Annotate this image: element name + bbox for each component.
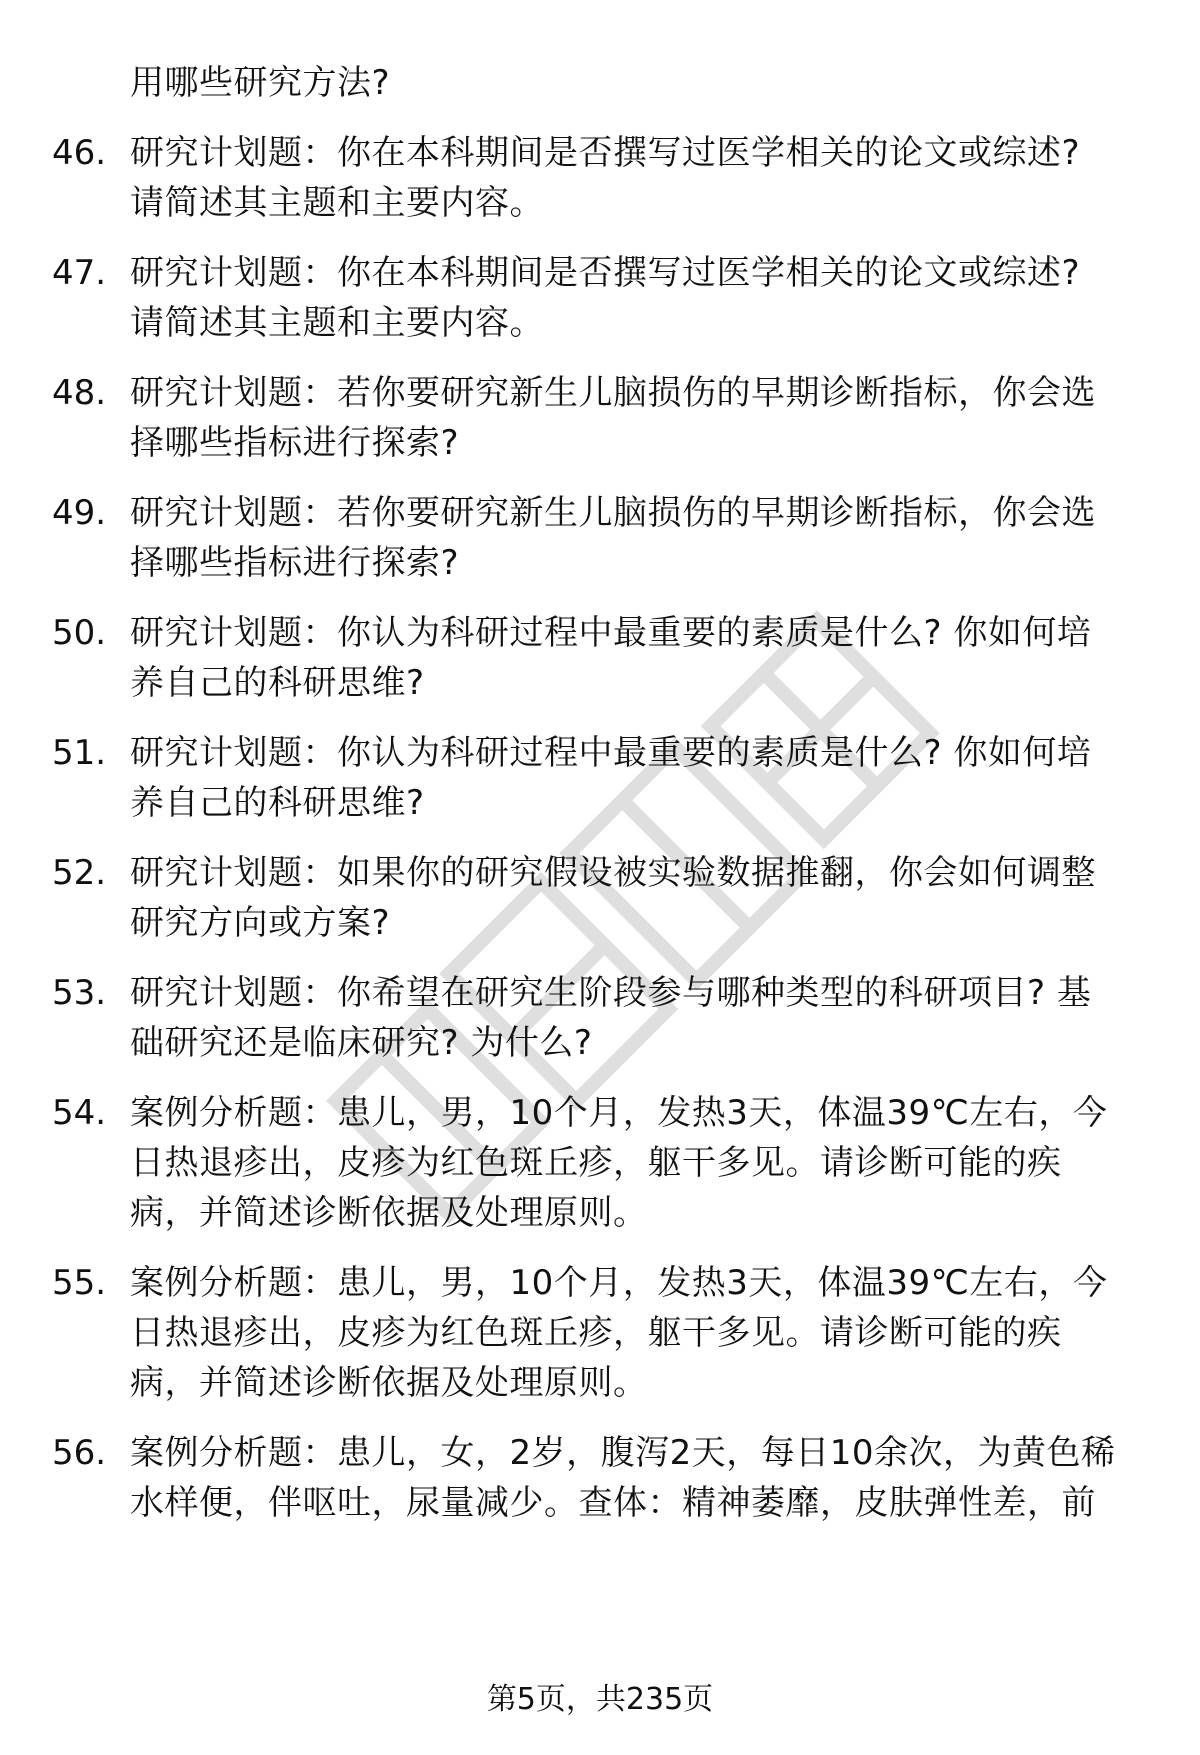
question-text-line: 养自己的科研思维? [130, 783, 425, 823]
question-number: 55. [52, 1263, 107, 1303]
question-text-line: 础研究还是临床研究? 为什么? [130, 1023, 593, 1063]
question-text-line: 研究计划题：你认为科研过程中最重要的素质是什么? 你如何培 [130, 733, 1092, 773]
question-text-line: 水样便，伴呕吐，尿量减少。查体：精神萎靡，皮肤弹性差，前 [130, 1483, 1096, 1523]
question-number: 54. [52, 1093, 107, 1133]
question-text-line: 研究计划题：若你要研究新生儿脑损伤的早期诊断指标，你会选 [130, 493, 1096, 533]
question-text-line: 研究计划题：你希望在研究生阶段参与哪种类型的科研项目? 基 [130, 973, 1092, 1013]
question-number: 51. [52, 733, 107, 773]
question-text-line: 病，并简述诊断依据及处理原则。 [130, 1363, 648, 1403]
continuation-line: 用哪些研究方法? [130, 63, 391, 103]
question-number: 46. [52, 133, 107, 173]
question-text-line: 案例分析题：患儿，男，10个月，发热3天，体温39℃左右，今 [130, 1263, 1108, 1303]
question-number: 56. [52, 1433, 107, 1473]
question-text-line: 案例分析题：患儿，女，2岁，腹泻2天，每日10余次，为黄色稀 [130, 1433, 1116, 1473]
question-text [130, 1428, 1150, 1528]
question-text [130, 1088, 1150, 1238]
question-number: 53. [52, 973, 107, 1013]
question-number: 48. [52, 373, 107, 413]
question-number: 50. [52, 613, 107, 653]
question-text-line: 择哪些指标进行探索? [130, 543, 460, 583]
question-text-line: 研究计划题：你认为科研过程中最重要的素质是什么? 你如何培 [130, 613, 1092, 653]
question-text [130, 248, 1150, 348]
question-text [130, 608, 1150, 708]
page-footer: 第5页，共235页 [486, 1682, 714, 1717]
question-text-line: 研究方向或方案? [130, 903, 391, 943]
question-text [130, 128, 1150, 228]
question-text [130, 1258, 1150, 1408]
question-text-line: 请简述其主题和主要内容。 [130, 303, 544, 343]
question-text-line: 日热退疹出，皮疹为红色斑丘疹，躯干多见。请诊断可能的疾 [130, 1313, 1062, 1353]
question-text [130, 368, 1150, 468]
question-number: 52. [52, 853, 107, 893]
question-text-line: 研究计划题：你在本科期间是否撰写过医学相关的论文或综述? [130, 253, 1081, 293]
question-text-line: 研究计划题：若你要研究新生儿脑损伤的早期诊断指标，你会选 [130, 373, 1096, 413]
question-text [130, 488, 1150, 588]
question-text-line: 研究计划题：你在本科期间是否撰写过医学相关的论文或综述? [130, 133, 1081, 173]
question-text [130, 728, 1150, 828]
question-text-line: 案例分析题：患儿，男，10个月，发热3天，体温39℃左右，今 [130, 1093, 1108, 1133]
question-number: 47. [52, 253, 107, 293]
question-text [130, 848, 1150, 948]
question-text-line: 研究计划题：如果你的研究假设被实验数据推翻，你会如何调整 [130, 853, 1096, 893]
question-text-line: 养自己的科研思维? [130, 663, 425, 703]
question-number: 49. [52, 493, 107, 533]
question-text [130, 968, 1150, 1068]
question-text-line: 病，并简述诊断依据及处理原则。 [130, 1193, 648, 1233]
question-text-line: 择哪些指标进行探索? [130, 423, 460, 463]
question-text-line: 日热退疹出，皮疹为红色斑丘疹，躯干多见。请诊断可能的疾 [130, 1143, 1062, 1183]
question-text-line: 请简述其主题和主要内容。 [130, 183, 544, 223]
